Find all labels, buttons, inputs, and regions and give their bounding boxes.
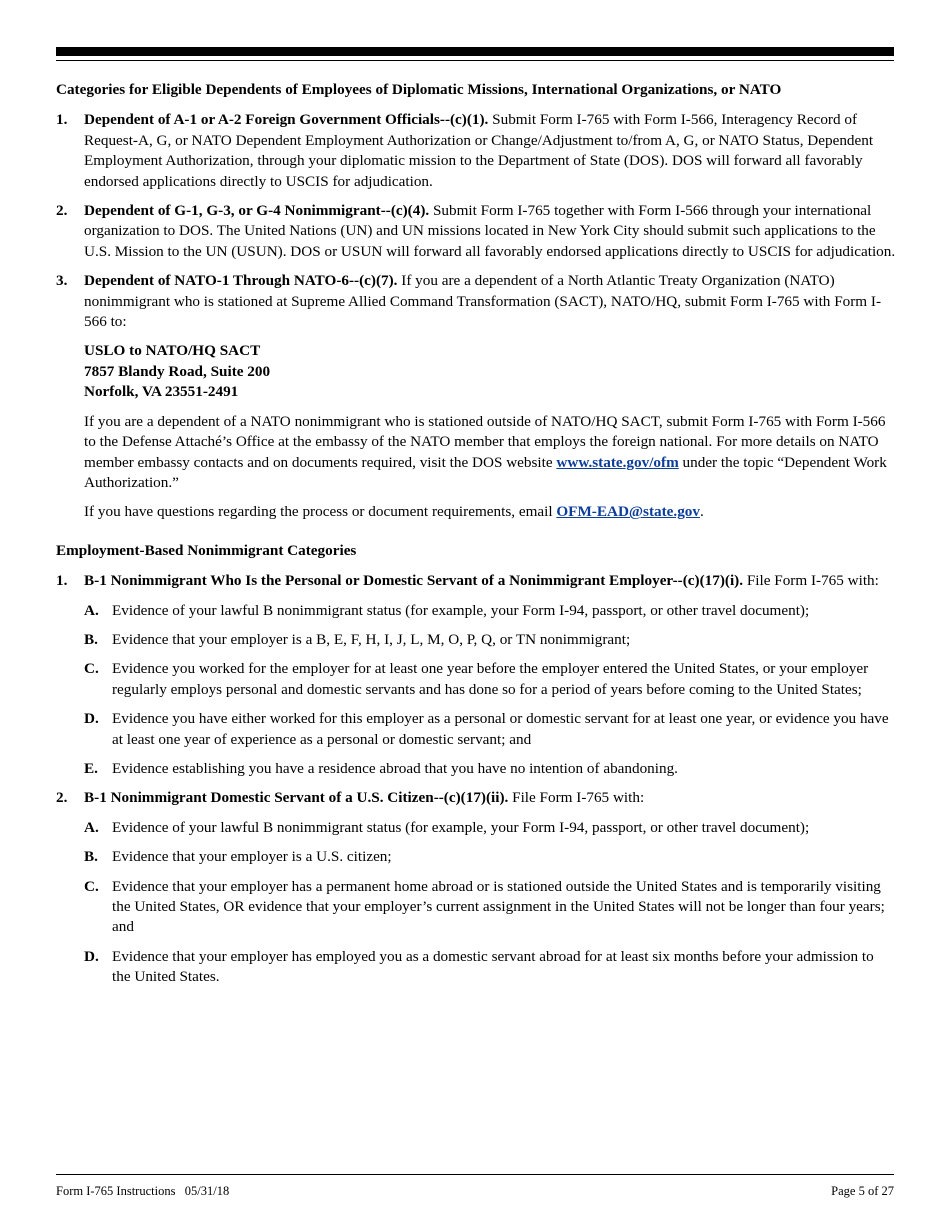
- sub-item: [84, 630, 896, 650]
- sub-item-text: Evidence that your employer is a B, E, F, H, I, J, L, M, O, P, Q, or TN nonimmigrant;: [112, 630, 631, 648]
- item-title: Dependent of G-1, G-3, or G-4 Nonimmigrant--(c)(4).: [84, 202, 430, 220]
- sub-item-letter: A.: [84, 818, 99, 836]
- ofm-ead-email-link[interactable]: OFM-EAD@state.gov: [556, 503, 700, 521]
- item-number: 2.: [56, 202, 68, 220]
- item-number: 3.: [56, 272, 68, 290]
- sub-item: [84, 818, 896, 838]
- sub-item-text: Evidence that your employer is a U.S. citizen;: [112, 848, 392, 866]
- paragraph-questions: [84, 502, 896, 522]
- sub-item-text: Evidence that your employer has employed you as a domestic servant abroad for at least six months before your admission to the United States.: [112, 947, 874, 986]
- item-text: Submit Form I-765 together with Form I-566 through your international organization to DOS. The United Nations (UN) and UN missions located in New York City should submit such applications to the U.S. Mission to the UN (USUN). DOS or USUN will forward all favorably endorsed applications directly to USCIS for adjudication.: [84, 202, 896, 260]
- sub-item: [84, 659, 896, 700]
- item-number: 1.: [56, 572, 68, 590]
- item-text: Submit Form I-765 with Form I-566, Interagency Record of Request-A, G, or NATO Dependent Employment Authorization or Change/Adjustment to/from A, G, or NATO Status, Dependent Employment Authorization, through your diplomatic mission to the Department of State (DOS). DOS will forward all favorably endorsed applications directly to USCIS for adjudication.: [84, 111, 874, 190]
- item-text: File Form I-765 with:: [508, 789, 645, 807]
- item-number: 1.: [56, 111, 68, 129]
- footer-rule: [56, 1174, 894, 1175]
- sub-item: [84, 601, 896, 621]
- sub-item: [84, 709, 896, 750]
- list-item: [56, 271, 896, 522]
- address-line: USLO to NATO/HQ SACT: [84, 342, 261, 360]
- sub-item-text: Evidence establishing you have a residence abroad that you have no intention of abandoning.: [112, 759, 678, 777]
- footer-page-number: Page 5 of 27: [831, 1184, 894, 1198]
- sub-item-text: Evidence of your lawful B nonimmigrant status (for example, your Form I-94, passport, or other travel document);: [112, 601, 810, 619]
- sub-item: [84, 877, 896, 938]
- address-line: 7857 Blandy Road, Suite 200: [84, 362, 271, 380]
- sub-item: [84, 847, 896, 867]
- section-heading-employment: Employment-Based Nonimmigrant Categories: [56, 541, 357, 559]
- sub-item-text: Evidence you have either worked for this employer as a personal or domestic servant for at least one year, or evidence you have at least one year of experience as a personal or domestic servant; and: [112, 710, 889, 748]
- sub-item-letter: C.: [84, 660, 99, 678]
- paragraph-text: .: [699, 503, 704, 521]
- list-item: [56, 788, 896, 987]
- dos-ofm-link[interactable]: www.state.gov/ofm: [556, 453, 679, 471]
- item-title: B-1 Nonimmigrant Who Is the Personal or Domestic Servant of a Nonimmigrant Employer--(c)(17)(i).: [84, 572, 744, 590]
- sub-item-text: Evidence you worked for the employer for at least one year before the employer entered the United States, or your employer regularly employs personal and domestic servants and has done so for a period of years before coming to the United States;: [112, 660, 869, 698]
- paragraph-text: under the topic “Dependent Work Authorization.”: [84, 453, 887, 491]
- mailing-address: [84, 341, 896, 402]
- sub-item-letter: D.: [84, 710, 99, 728]
- item-title: Dependent of NATO-1 Through NATO-6--(c)(7).: [84, 272, 398, 290]
- item-text: If you are a dependent of a North Atlantic Treaty Organization (NATO) nonimmigrant who is stationed at Supreme Allied Command Transformation (SACT), NATO/HQ, submit Form I-765 with Form I-566 to:: [84, 272, 882, 331]
- footer-form-id: Form I-765 Instructions 05/31/18: [56, 1184, 230, 1198]
- header-rule-thin: [56, 60, 894, 61]
- sub-item-text: Evidence of your lawful B nonimmigrant status (for example, your Form I-94, passport, or other travel document);: [112, 818, 810, 836]
- list-item: [56, 571, 896, 779]
- sub-item-letter: C.: [84, 877, 99, 895]
- section-heading-dependents: Categories for Eligible Dependents of Employees of Diplomatic Missions, International Organizations, or NATO: [56, 81, 782, 98]
- paragraph-text: If you are a dependent of a NATO nonimmigrant who is stationed outside of NATO/HQ SACT, submit Form I-765 with Form I-566 to the Defense Attaché’s Office at the embassy of the NATO member that employs the foreign national. For more details on NATO member embassy contacts and on documents required, visit the DOS website: [84, 412, 886, 471]
- list-item: [56, 110, 896, 192]
- sub-item-letter: B.: [84, 848, 98, 866]
- item-title: Dependent of A-1 or A-2 Foreign Government Officials--(c)(1).: [84, 111, 489, 129]
- item-text: File Form I-765 with:: [743, 572, 879, 590]
- sub-item-letter: A.: [84, 601, 99, 619]
- page-content: [56, 80, 896, 997]
- paragraph-nato-outside: [84, 412, 896, 494]
- sub-item-letter: E.: [84, 759, 98, 777]
- address-line: Norfolk, VA 23551-2491: [84, 383, 239, 401]
- item-title: B-1 Nonimmigrant Domestic Servant of a U.S. Citizen--(c)(17)(ii).: [84, 789, 509, 807]
- list-item: [56, 201, 896, 262]
- sub-item-letter: D.: [84, 947, 99, 965]
- paragraph-text: If you have questions regarding the process or document requirements, email: [84, 503, 557, 521]
- item-number: 2.: [56, 789, 68, 807]
- header-rule-thick: [56, 47, 894, 56]
- sub-item-letter: B.: [84, 630, 98, 648]
- sub-item: [84, 947, 896, 988]
- sub-item-text: Evidence that your employer has a permanent home abroad or is stationed outside the United States and is temporarily visiting the United States, OR evidence that your employer’s current assignment in the United States will not be longer than four years; and: [112, 877, 885, 936]
- sub-item: [84, 759, 896, 779]
